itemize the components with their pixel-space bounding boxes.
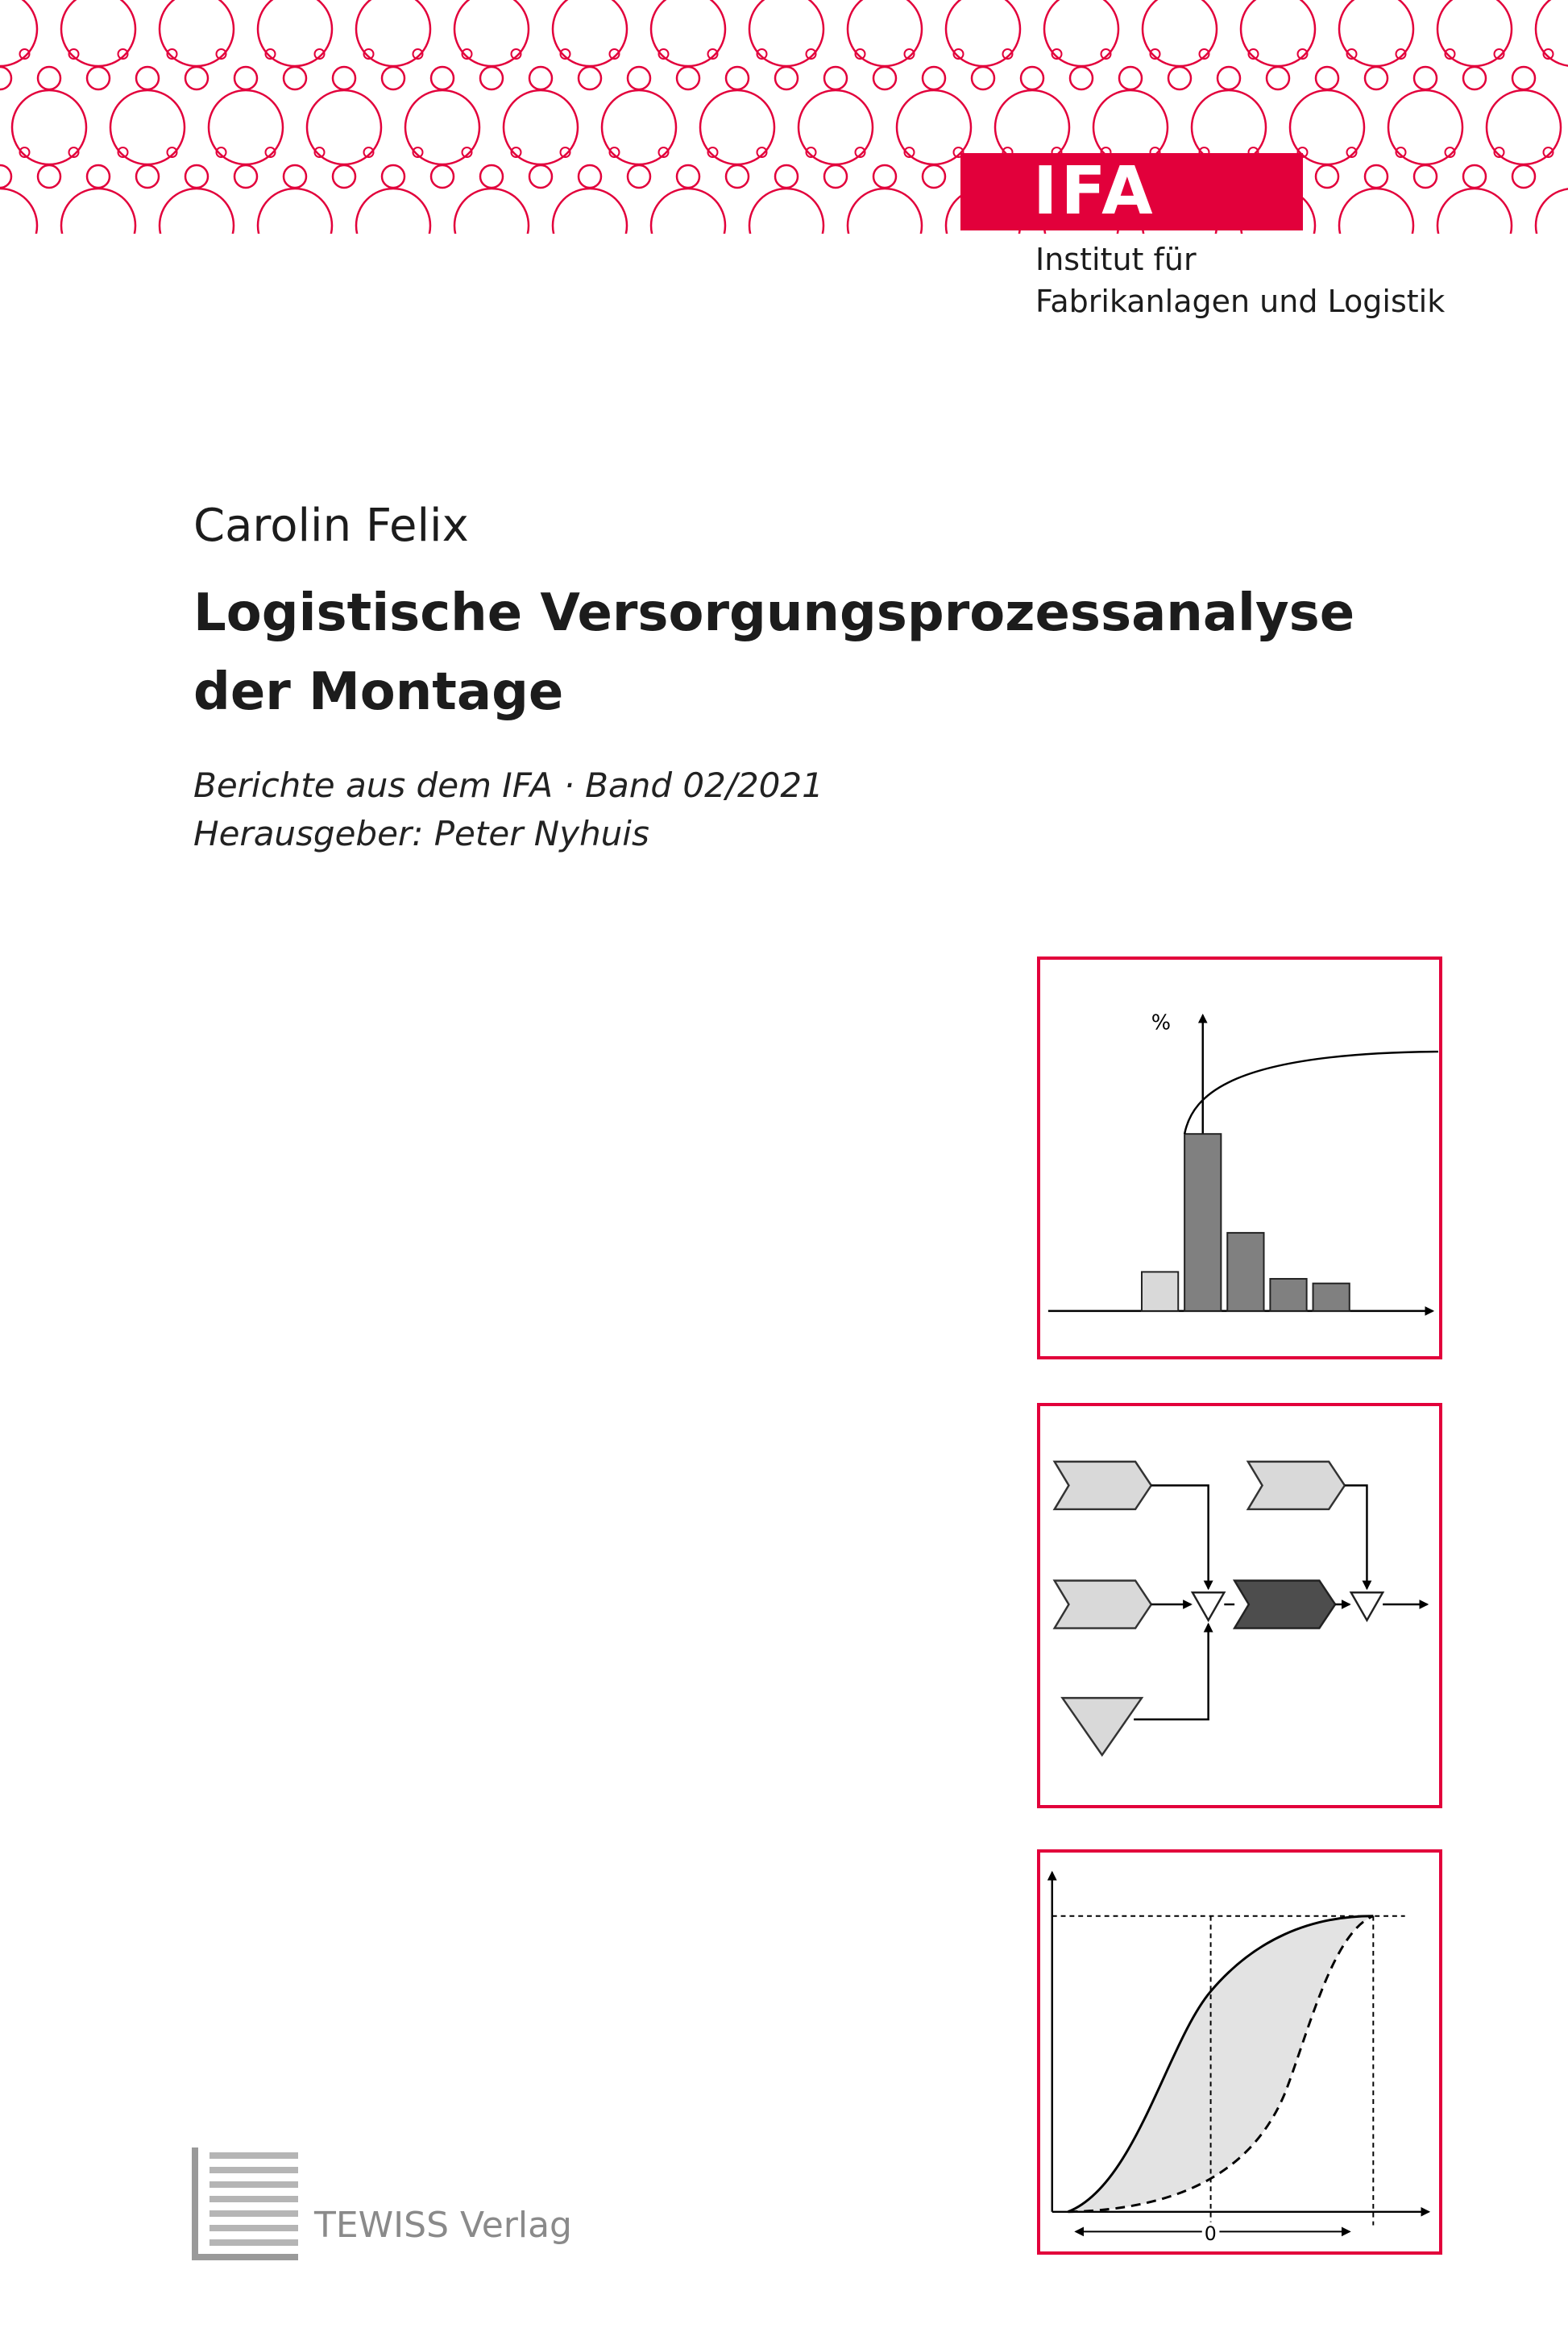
- book-title-line1: Logistische Versorgungsprozessanalyse: [193, 583, 1355, 643]
- process-chevron-top-right: [1248, 1462, 1345, 1509]
- histogram-bar: [1142, 1272, 1178, 1311]
- histogram-bar: [1270, 1279, 1306, 1311]
- merge-triangle-1: [1193, 1592, 1224, 1620]
- histogram-illustration: [1037, 957, 1442, 1359]
- editor-info: Herausgeber: Peter Nyhuis: [193, 814, 649, 853]
- institute-name-line2: Fabrikanlagen und Logistik: [1035, 284, 1446, 319]
- histogram-chart: [1040, 960, 1439, 1356]
- process-flow-illustration: [1037, 1403, 1442, 1808]
- histogram-bar: [1184, 1134, 1221, 1311]
- ifa-logo-badge: IFA: [960, 153, 1303, 230]
- y-axis-unit-label: %: [1151, 1010, 1172, 1035]
- flow-connector-bottom: [1134, 1625, 1209, 1720]
- histogram-bar: [1227, 1233, 1263, 1311]
- process-chevron-top-left: [1055, 1462, 1151, 1509]
- series-info: Berichte aus dem IFA · Band 02/2021: [193, 766, 823, 805]
- process-flow-diagram: [1040, 1406, 1439, 1805]
- curve-comparison-illustration: [1037, 1849, 1442, 2255]
- author-name: Carolin Felix: [193, 500, 469, 552]
- zero-label: 0: [1204, 2222, 1217, 2246]
- process-chevron-main: [1234, 1581, 1335, 1629]
- institute-name-line1: Institut für: [1035, 242, 1197, 277]
- flow-connector-top-left: [1151, 1485, 1209, 1588]
- publisher-name: TEWISS Verlag: [314, 2205, 572, 2246]
- merge-triangle-2: [1351, 1592, 1383, 1620]
- curve-comparison-diagram: [1040, 1853, 1439, 2251]
- circle-pattern-header: [0, 0, 1568, 234]
- process-chevron-middle-left: [1055, 1581, 1151, 1629]
- histogram-bar: [1313, 1284, 1350, 1311]
- flow-connector-top-right: [1345, 1485, 1367, 1588]
- publisher-logo-icon: [192, 2147, 305, 2260]
- book-title-line2: der Montage: [193, 662, 564, 722]
- shaded-area: [1068, 1916, 1373, 2212]
- cumulative-curve: [1184, 1052, 1438, 1134]
- inventory-triangle-source: [1063, 1698, 1142, 1755]
